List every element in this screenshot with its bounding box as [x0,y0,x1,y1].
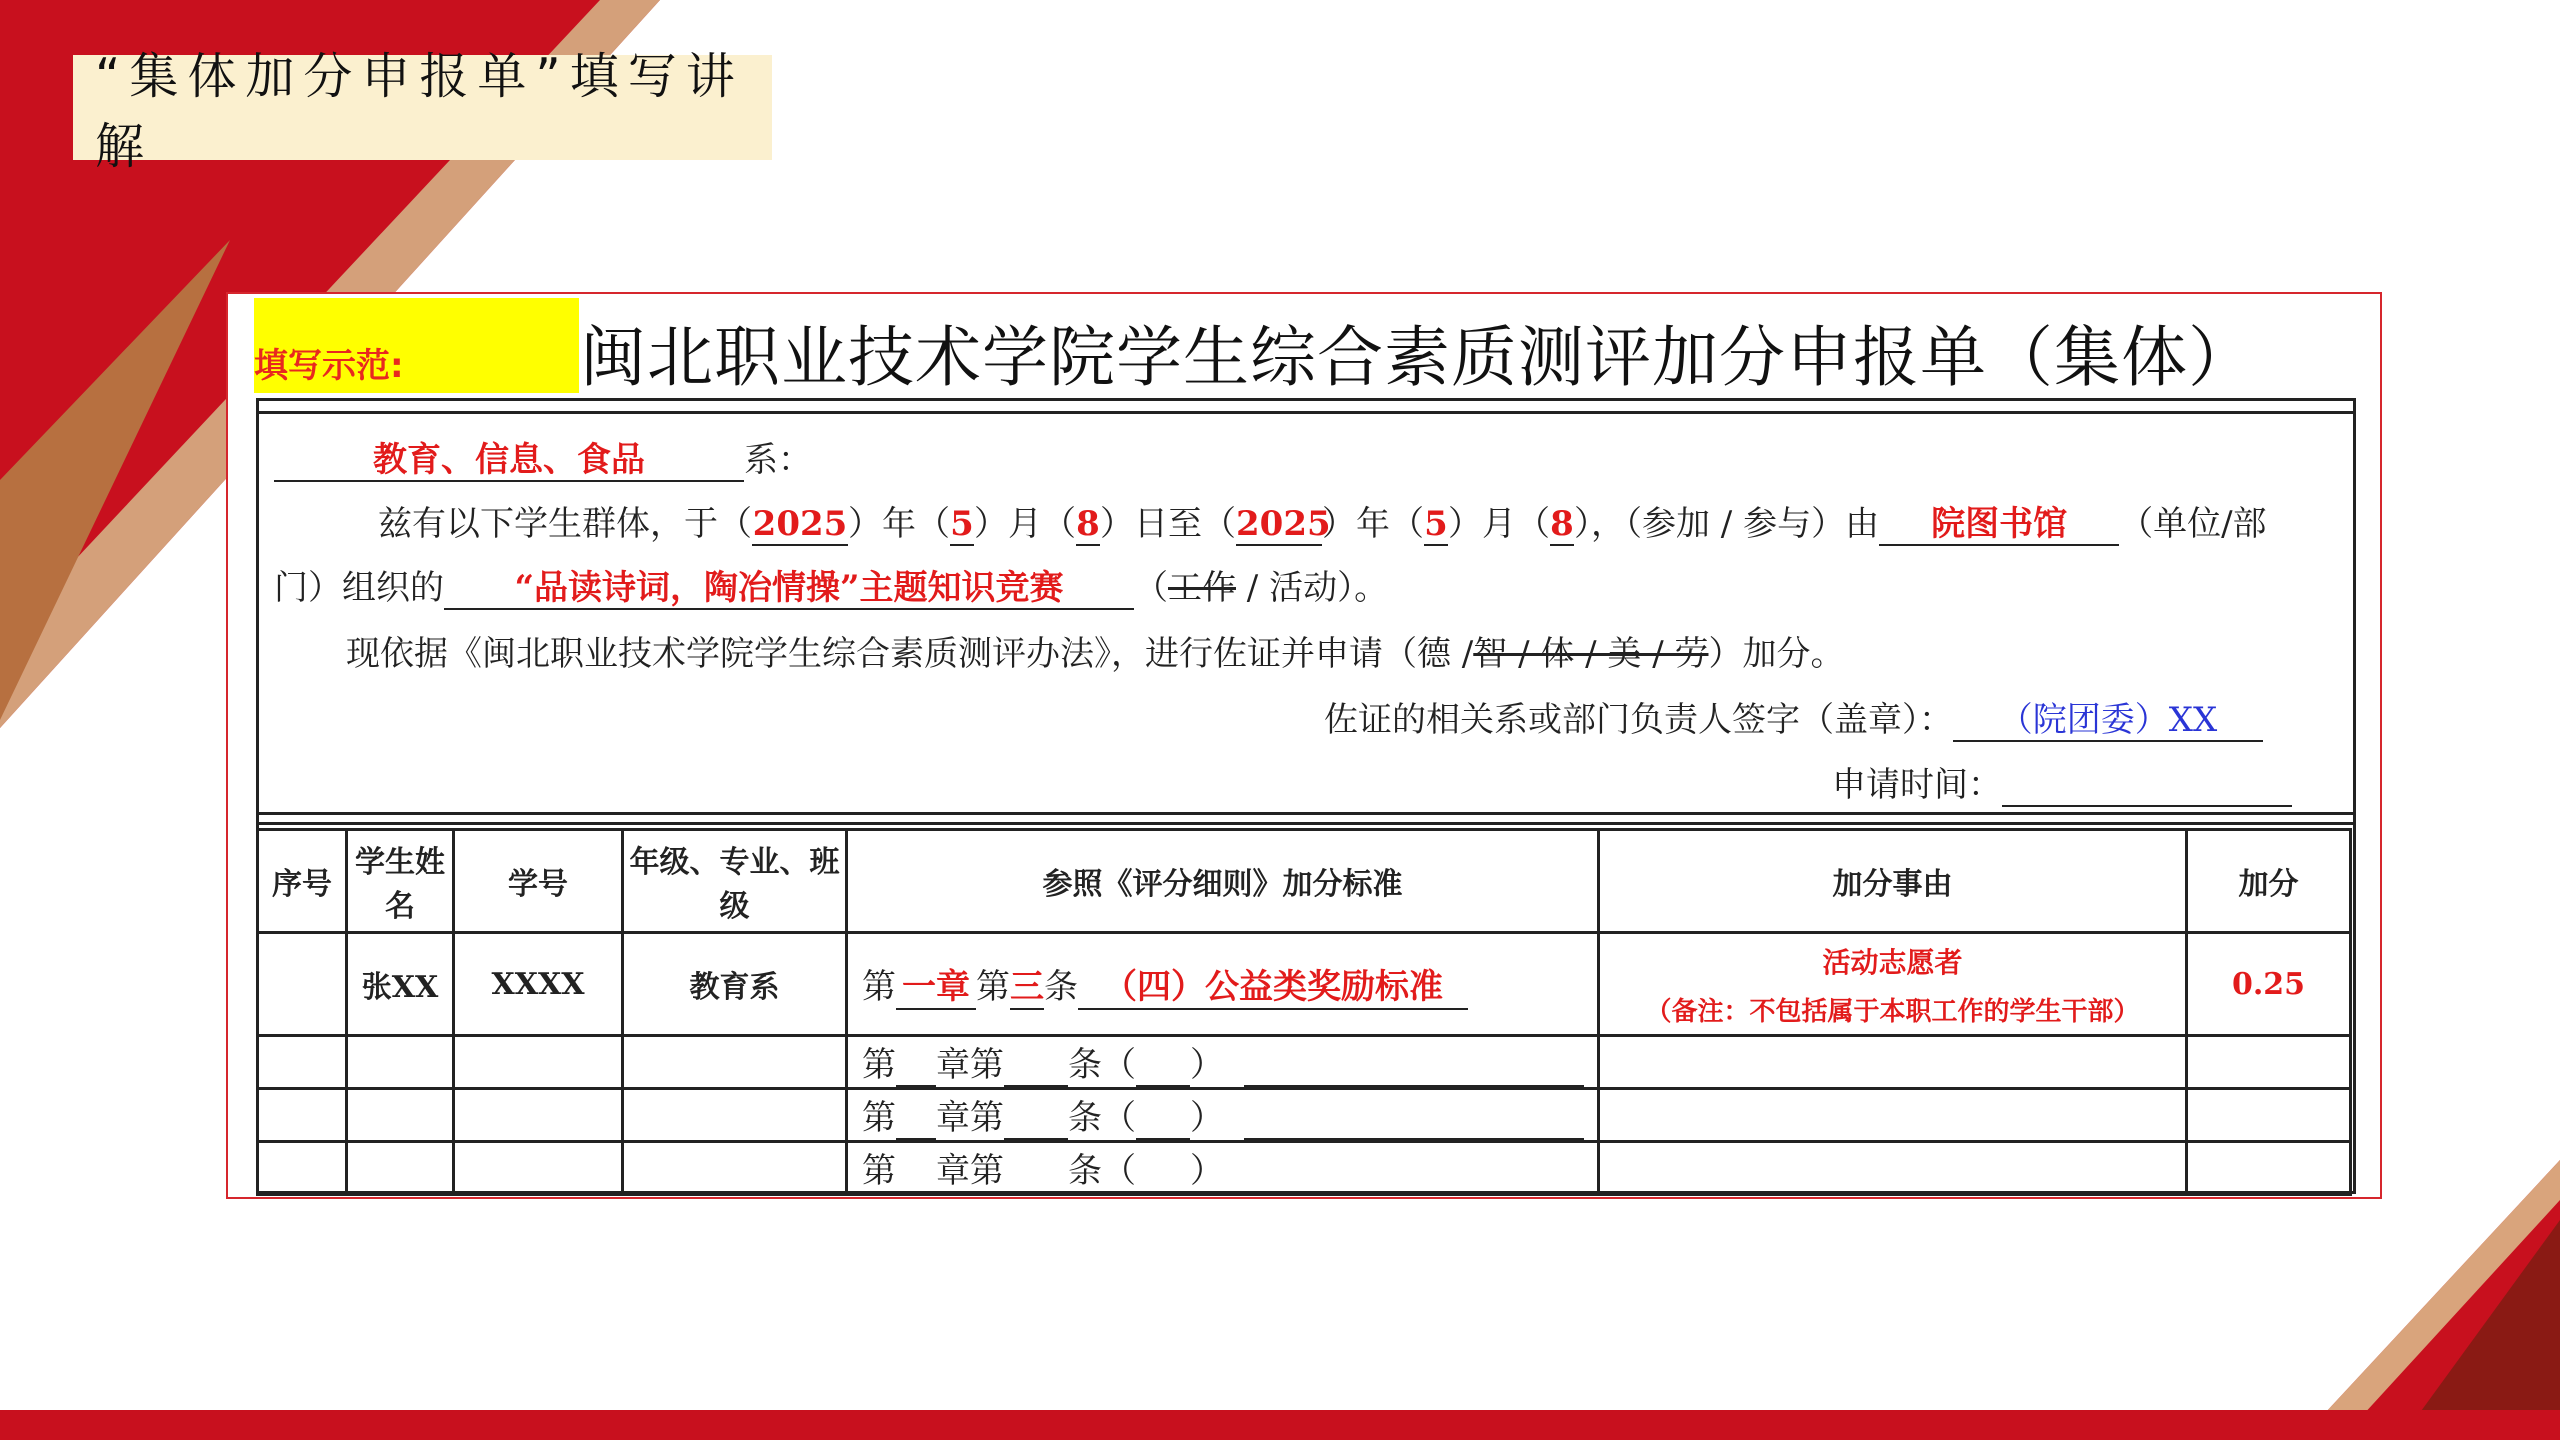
end-month: 5 [1424,505,1448,546]
work-struck: 工作 [1168,568,1236,608]
end-day: 8 [1550,505,1574,546]
signer-value: （院团委）XX [1953,701,2263,742]
activity-value: “品读诗词，陶冶情操”主题知识竞赛 [444,569,1134,610]
header-name: 学生姓名 [347,830,454,933]
table-header-row [258,830,2351,933]
example-label: 填写示范: [254,346,404,386]
cell-standard: 第 一章 第三条 （四）公益类奖励标准 [847,933,1599,1036]
table-row: 第 章第 条（ ） [258,1036,2351,1089]
cell-name: 张XX [347,933,454,1036]
struck-categories: 智 / 体 / 美 / 劳 [1473,634,1709,674]
start-month: 5 [950,505,974,546]
signature-line: 佐证的相关系或部门负责人签字（盖章）： （院团委）XX [1324,692,2263,742]
activity-line: 门）组织的 “品读诗词，陶冶情操”主题知识竞赛 （工作 / 活动）。 [274,560,1388,610]
cell-score: 0.25 [2187,933,2351,1036]
header-class: 年级、专业、班级 [623,830,847,933]
departments-line [274,432,812,482]
cell-student-id: XXXX [454,933,623,1036]
form-document-image [226,292,2382,1199]
header-score: 加分 [2187,830,2351,933]
table-row [258,933,2351,1036]
cell-index [258,933,347,1036]
slide-title-box [73,47,772,175]
students-table [256,828,2352,1196]
bottom-red-bar [0,1410,2560,1440]
departments-value: 教育、信息、食品 [274,441,744,482]
header-student-id: 学号 [454,830,623,933]
header-reason: 加分事由 [1599,830,2187,933]
table-row: 第 章第 条（ ） [258,1142,2351,1195]
start-year: 2025 [752,505,848,546]
organizer-value: 院图书馆 [1879,505,2119,546]
application-date-line: 申请时间： [1832,757,2292,807]
cell-class: 教育系 [623,933,847,1036]
slide-title: “集体加分申报单”填写讲解 [95,47,744,175]
header-index: 序号 [258,830,347,933]
end-year: 2025 [1236,505,1322,546]
date-range-line: 兹有以下学生群体，于（2025）年（5）月（8）日至（2025）年（5）月（8），（参加 / 参与）由 院图书馆 （单位/部 [378,496,2267,546]
header-standard: 参照《评分细则》加分标准 [847,830,1599,933]
cell-reason: 活动志愿者 （备注：不包括属于本职工作的学生干部） [1599,933,2187,1036]
example-label-highlight [254,298,579,393]
basis-line: 现依据《闽北职业技术学院学生综合素质测评办法》，进行佐证并申请（德 /智 / 体 / 美 / 劳）加分。 [346,634,1845,674]
start-day: 8 [1076,505,1100,546]
table-row: 第 章第 条（ ） [258,1089,2351,1142]
departments-suffix: 系： [744,440,812,480]
form-title: 闽北职业技术学院学生综合素质测评加分申报单（集体） [580,319,2255,396]
